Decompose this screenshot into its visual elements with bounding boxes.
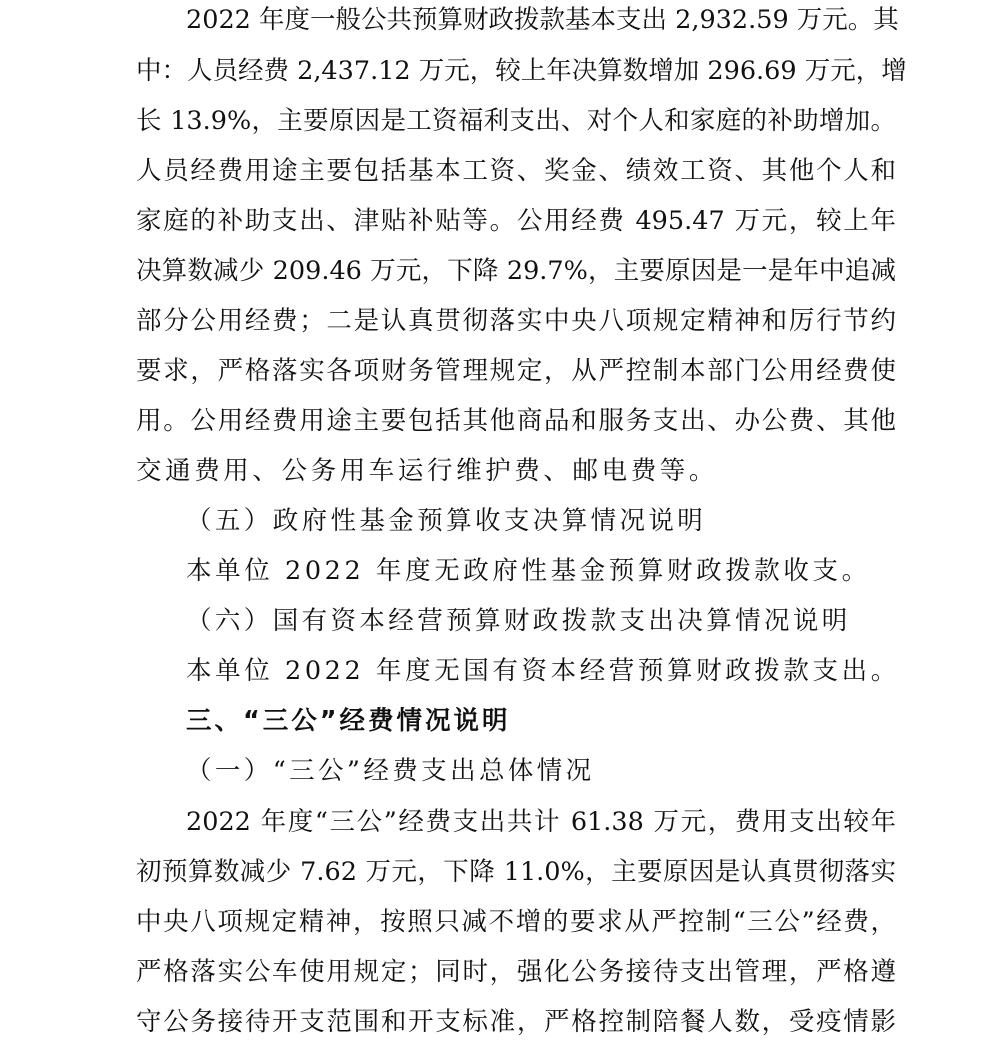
paragraph-line: 2022 年度“三公”经费支出共计 61.38 万元，费用支出较年: [186, 807, 896, 837]
section-heading-5: （五）政府性基金预算收支决算情况说明: [186, 506, 707, 536]
paragraph-line: 家庭的补助支出、津贴补贴等。公用经费 495.47 万元，较上年: [136, 206, 896, 236]
section-title-3: 三、“三公”经费情况说明: [186, 706, 511, 736]
paragraph-line: 用。公用经费用途主要包括其他商品和服务支出、办公费、其他: [136, 406, 896, 436]
section-heading-6: （六）国有资本经营预算财政拨款支出决算情况说明: [186, 606, 851, 636]
paragraph-line: 守公务接待开支范围和开支标准，严格控制陪餐人数，受疫情影: [136, 1007, 896, 1037]
paragraph-line: 2022 年度一般公共预算财政拨款基本支出 2,932.59 万元。其: [186, 5, 899, 35]
paragraph-line: 决算数减少 209.46 万元，下降 29.7%，主要原因是一是年中追减: [136, 256, 896, 286]
paragraph-line-last: 交通费用、公务用车运行维护费、邮电费等。: [136, 456, 719, 486]
paragraph-line: 初预算数减少 7.62 万元，下降 11.0%，主要原因是认真贯彻落实: [136, 857, 896, 887]
paragraph-line: 中：人员经费 2,437.12 万元，较上年决算数增加 296.69 万元，增: [136, 56, 907, 86]
subsection-heading-1: （一）“三公”经费支出总体情况: [186, 756, 595, 786]
paragraph-line: 人员经费用途主要包括基本工资、奖金、绩效工资、其他个人和: [136, 156, 896, 186]
paragraph-line: 要求，严格落实各项财务管理规定，从严控制本部门公用经费使: [136, 356, 896, 386]
paragraph-line: 严格落实公车使用规定；同时，强化公务接待支出管理，严格遵: [136, 957, 896, 987]
section-5-text: 本单位 2022 年度无政府性基金预算财政拨款收支。: [186, 556, 871, 586]
section-6-text: 本单位 2022 年度无国有资本经营预算财政拨款支出。: [186, 656, 900, 686]
paragraph-line: 部分公用经费；二是认真贯彻落实中央八项规定精神和厉行节约: [136, 306, 896, 336]
paragraph-line: 长 13.9%，主要原因是工资福利支出、对个人和家庭的补助增加。: [136, 106, 896, 136]
paragraph-line: 中央八项规定精神，按照只减不增的要求从严控制“三公”经费，: [136, 907, 896, 937]
